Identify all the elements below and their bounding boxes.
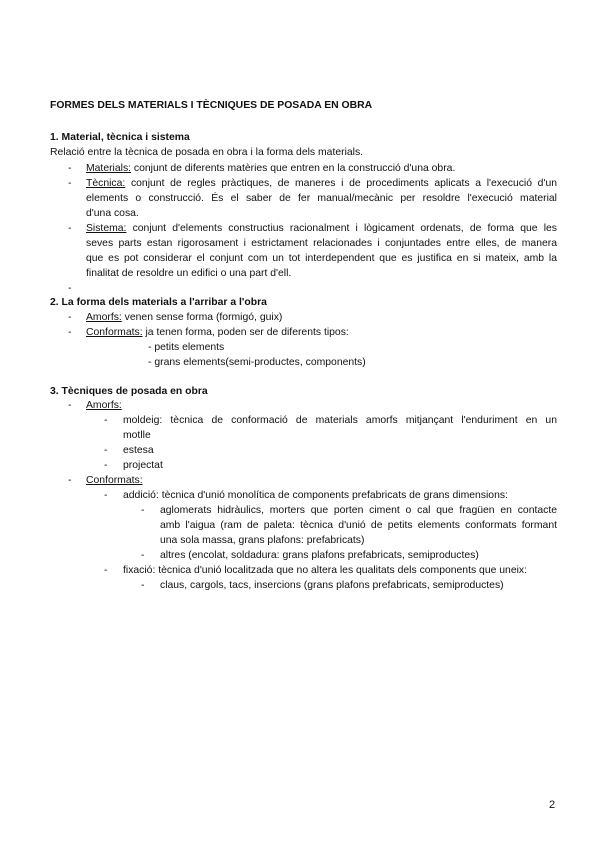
bullet-dash: -	[68, 163, 72, 174]
text-sistema-1: conjunt d'elements constructius racionalment i lògicament ordenats, de forma que les	[126, 223, 557, 234]
bullet-dash: -	[68, 223, 72, 234]
item-tecnica-line-3: d'una cosa.	[86, 208, 139, 219]
item-estesa: estesa	[123, 445, 154, 456]
moldeig-line-2: motlle	[123, 430, 151, 441]
bullet-dash: -	[68, 475, 72, 486]
term-conformats: Conformats:	[86, 327, 143, 338]
bullet-dash: -	[104, 565, 108, 576]
sub-item-petits: - petits elements	[148, 342, 225, 353]
bullet-dash: -	[104, 490, 108, 501]
bullet-dash: -	[68, 327, 72, 338]
aglomerats-line-1: aglomerats hidràulics, morters que porten ciment o cal que fragüen en contacte	[160, 505, 557, 516]
text-tecnica-1: conjunt de regles pràctiques, de maneres i de procediments aplicats a l'execució d'un	[125, 178, 557, 189]
term-sistema: Sistema:	[86, 223, 127, 234]
bullet-dash: -	[104, 460, 108, 471]
term-amorfs-3: Amorfs:	[86, 400, 122, 411]
document-title: FORMES DELS MATERIALS I TÈCNIQUES DE POSADA EN OBRA	[50, 100, 373, 111]
page-number: 2	[549, 799, 556, 811]
section-1-intro: Relació entre la tècnica de posada en obra i la forma dels materials.	[50, 147, 364, 158]
item-altres: altres (encolat, soldadura: grans plafons prefabricats, semiproductes)	[160, 550, 479, 561]
term-materials: Materials:	[86, 163, 132, 174]
bullet-dash: -	[141, 505, 145, 516]
bullet-dash: -	[104, 415, 108, 426]
item-fixacio: fixació: tècnica d'unió localitzada que no altera les qualitats dels components que uneix:	[123, 565, 528, 576]
item-claus: claus, cargols, tacs, insercions (grans plafons prefabricats, semiproductes)	[160, 580, 504, 591]
item-conformats	[86, 325, 349, 340]
aglomerats-line-3: una sola massa, grans plafons: prefabricats)	[160, 535, 365, 546]
sub-item-grans: - grans elements(semi-productes, components)	[148, 357, 366, 368]
item-materials	[86, 161, 455, 176]
section-1-heading: 1. Material, tècnica i sistema	[50, 132, 190, 143]
text-materials: conjunt de diferents matèries que entren en la construcció d'una obra.	[131, 163, 456, 174]
item-sistema-line-1	[86, 221, 557, 236]
aglomerats-line-2: amb l'aigua (ram de paleta: tècnica d'unió de petits elements conformats formant	[160, 520, 557, 531]
item-amorfs	[86, 310, 282, 325]
item-sistema-line-3: que es pot considerar el conjunt com un tot interdependent que es justifica en si mateix, amb la	[86, 253, 557, 264]
moldeig-line-1: moldeig: tècnica de conformació de materials amorfs mitjançant l'enduriment en un	[123, 415, 557, 426]
section-2-heading: 2. La forma dels materials a l'arribar a l'obra	[50, 297, 267, 308]
item-sistema-line-2: seves parts estan rigorosament i estrictament relacionades i conjuntades entre elles, de manera	[86, 238, 557, 249]
item-tecnica-line-2: elements o construcció. És el saber de fer manual/mecànic per resoldre l'execució material	[86, 193, 557, 204]
term-conformats-3: Conformats:	[86, 475, 143, 486]
empty-bullet-dash: -	[68, 283, 72, 294]
term-amorfs: Amorfs:	[86, 312, 122, 323]
bullet-dash: -	[141, 580, 145, 591]
item-addicio: addició: tècnica d'unió monolítica de components prefabricats de grans dimensions:	[123, 490, 508, 501]
term-tecnica: Tècnica:	[86, 178, 126, 189]
bullet-dash: -	[141, 550, 145, 561]
bullet-dash: -	[68, 178, 72, 189]
item-tecnica-line-1	[86, 176, 557, 191]
bullet-dash: -	[68, 312, 72, 323]
text-conformats: ja tenen forma, poden ser de diferents tipos:	[142, 327, 349, 338]
item-projectat: projectat	[123, 460, 163, 471]
bullet-dash: -	[104, 445, 108, 456]
bullet-dash: -	[68, 400, 72, 411]
section-3-heading: 3. Tècniques de posada en obra	[50, 386, 208, 397]
item-sistema-line-4: finalitat de resoldre un edifici o una part d'ell.	[86, 268, 292, 279]
text-amorfs: venen sense forma (formigó, guix)	[121, 312, 283, 323]
